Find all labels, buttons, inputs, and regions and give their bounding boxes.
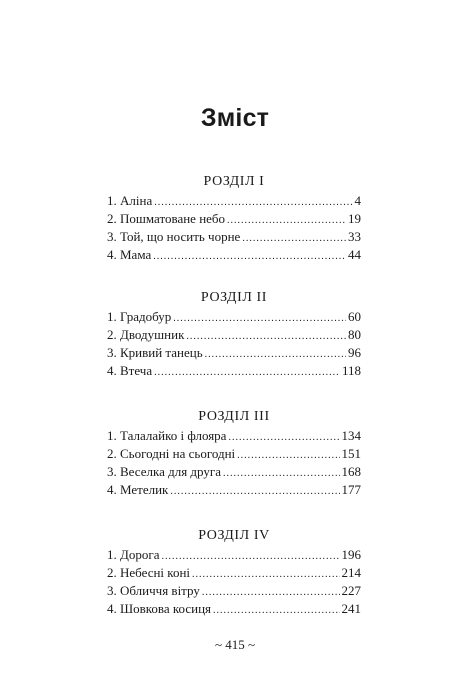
entry-page: 168 xyxy=(341,464,361,479)
toc-section-3 xyxy=(107,407,361,499)
toc-entry[interactable] xyxy=(107,546,361,564)
entry-page: 44 xyxy=(348,247,361,262)
toc-entry[interactable] xyxy=(107,445,361,463)
entry-page: 151 xyxy=(341,446,361,461)
toc-entry[interactable] xyxy=(107,427,361,445)
entry-label: 3. Обличчя вітру xyxy=(107,583,200,598)
entry-label: 1. Аліна xyxy=(107,193,153,208)
entry-label: 4. Шовкова косиця xyxy=(107,601,212,616)
section-heading: РОЗДІЛ ІІІ xyxy=(198,409,270,424)
dot-leader xyxy=(237,447,339,465)
dot-leader xyxy=(228,429,339,447)
toc-entry[interactable] xyxy=(107,246,361,264)
entry-label: 2. Дводушник xyxy=(107,327,185,342)
dot-leader xyxy=(227,212,346,230)
dot-leader xyxy=(223,465,340,483)
dot-leader xyxy=(202,584,340,602)
entry-label: 3. Кривий танець xyxy=(107,345,203,360)
dot-leader xyxy=(170,483,339,501)
entry-page: 227 xyxy=(341,583,361,598)
entry-label: 3. Веселка для друга xyxy=(107,464,221,479)
entry-page: 4 xyxy=(354,193,361,208)
toc-entry[interactable] xyxy=(107,210,361,228)
toc-section-4 xyxy=(107,526,361,618)
entry-page: 80 xyxy=(348,327,361,342)
entry-label: 4. Мама xyxy=(107,247,152,262)
entry-label: 1. Градобур xyxy=(107,309,172,324)
entry-label: 2. Пошматоване небо xyxy=(107,211,226,226)
dot-leader xyxy=(186,328,346,346)
entry-page: 196 xyxy=(341,547,361,562)
entry-page: 134 xyxy=(341,428,361,443)
entry-page: 214 xyxy=(341,565,361,580)
entry-page: 19 xyxy=(348,211,361,226)
toc-entry[interactable] xyxy=(107,564,361,582)
section-heading: РОЗДІЛ ІІ xyxy=(200,290,268,305)
toc-section-2 xyxy=(107,288,361,380)
page-number: ~ 415 ~ xyxy=(214,637,256,652)
entry-label: 4. Втеча xyxy=(107,363,153,378)
entry-page: 60 xyxy=(348,309,361,324)
toc-entry[interactable] xyxy=(107,481,361,499)
section-heading: РОЗДІЛ IV xyxy=(198,528,270,543)
dot-leader xyxy=(192,566,339,584)
toc-entry[interactable] xyxy=(107,463,361,481)
entry-page: 118 xyxy=(341,363,361,378)
dot-leader xyxy=(213,602,339,620)
toc-section-1 xyxy=(107,172,361,264)
dot-leader xyxy=(153,248,346,266)
dot-leader xyxy=(242,230,346,248)
entry-page: 96 xyxy=(348,345,361,360)
toc-entry[interactable] xyxy=(107,582,361,600)
toc-entry[interactable] xyxy=(107,600,361,618)
entry-label: 2. Небесні коні xyxy=(107,565,191,580)
toc-entry[interactable] xyxy=(107,308,361,326)
table-of-contents xyxy=(107,172,361,642)
entry-label: 1. Дорога xyxy=(107,547,160,562)
toc-entry[interactable] xyxy=(107,326,361,344)
section-heading: РОЗДІЛ І xyxy=(203,174,265,189)
toc-entry[interactable] xyxy=(107,362,361,380)
entry-label: 4. Метелик xyxy=(107,482,169,497)
entry-page: 33 xyxy=(348,229,361,244)
entry-label: 1. Талалайко і флояра xyxy=(107,428,227,443)
page-title: Зміст xyxy=(200,104,270,132)
dot-leader xyxy=(205,346,346,364)
toc-entry[interactable] xyxy=(107,228,361,246)
entry-label: 2. Сьогодні на сьогодні xyxy=(107,446,236,461)
dot-leader xyxy=(173,310,346,328)
dot-leader xyxy=(154,364,340,382)
entry-label: 3. Той, що носить чорне xyxy=(107,229,241,244)
entry-page: 241 xyxy=(341,601,361,616)
toc-entry[interactable] xyxy=(107,344,361,362)
toc-entry[interactable] xyxy=(107,192,361,210)
entry-page: 177 xyxy=(341,482,361,497)
